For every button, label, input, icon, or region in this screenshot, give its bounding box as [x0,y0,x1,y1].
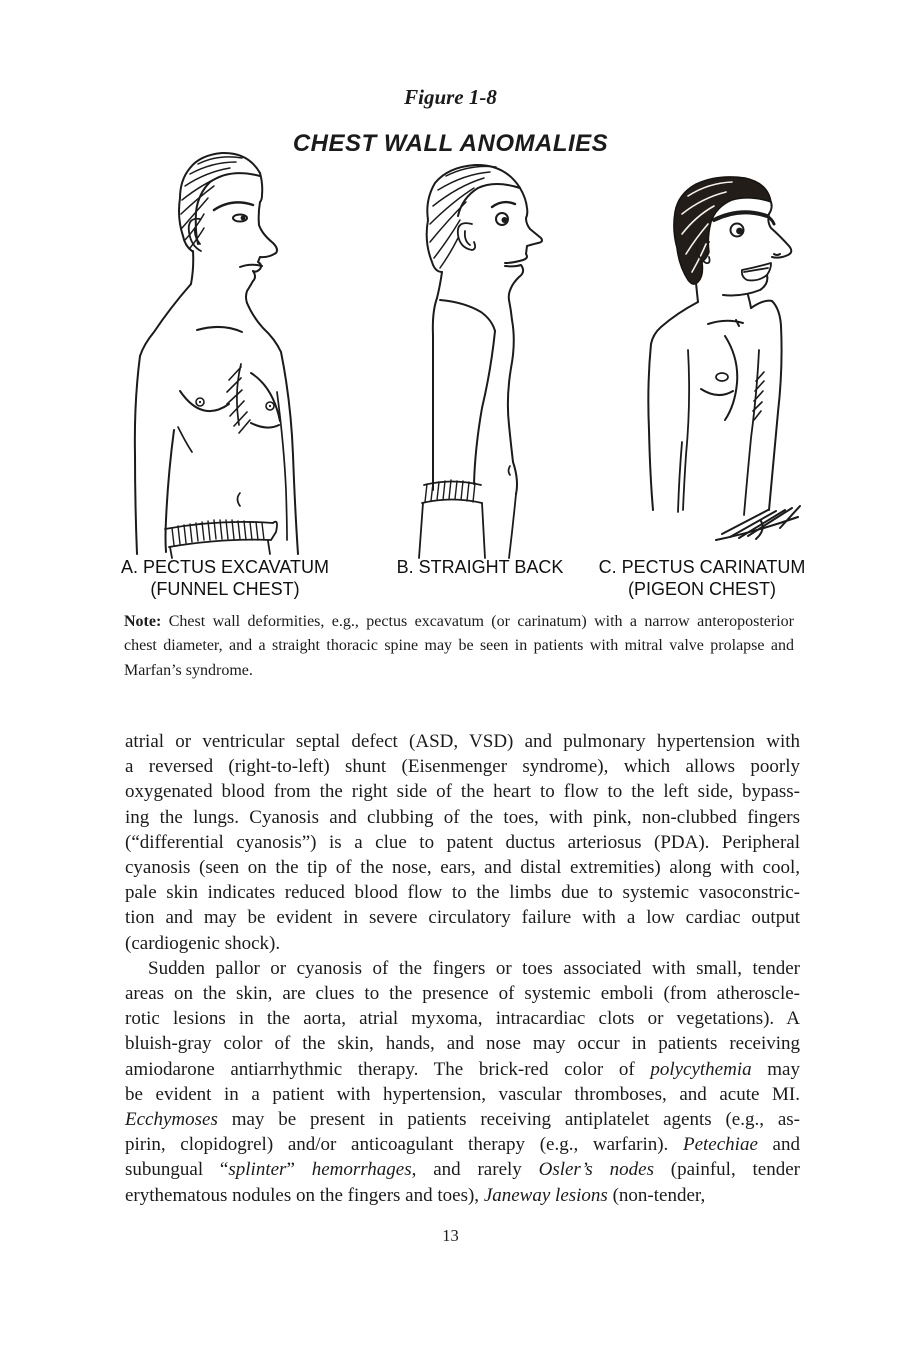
panel-b-head [427,165,542,300]
text-line: Note: Chest wall deformities, e.g., pectus excavatum (or carinatum) with a narrow anteroposterior [124,613,794,630]
figure-panel-a-drawing [110,140,350,560]
text-line: tion and may be evident in severe circulatory failure with a low cardiac output [125,907,800,929]
text-line: (“differential cyanosis”) is a clue to patent ductus arteriosus (PDA). Peripheral [125,831,800,853]
text-line: (cardiogenic shock). [125,932,281,954]
figure-label-b [380,556,580,578]
figure-panel-c-drawing [630,150,850,560]
text-line: chest diameter, and a straight thoracic spine may be seen in patients with mitral valve prolapse and [124,637,794,655]
text-line: subungual “splinter” hemorrhages, and rarely Osler’s nodes (painful, tender [125,1159,800,1181]
panel-c-head [674,177,791,296]
text-line: areas on the skin, are clues to the presence of systemic emboli (from atheroscle- [125,983,800,1005]
panel-c-torso [648,283,781,515]
panel-a-torso [135,251,298,554]
figure-label-a [100,556,350,600]
panel-a-waistband [165,520,277,558]
figure-label-c-line1: C. PECTUS CARINATUM [598,557,806,577]
text-line: be evident in a patient with hypertension, vascular thromboses, and acute MI. [125,1083,800,1105]
figure-number: Figure 1-8 [404,85,497,109]
text-line: pirin, clopidogrel) and/or anticoagulant therapy (e.g., warfarin). Petechiae and [125,1134,800,1156]
figure-label-a-line1: A. PECTUS EXCAVATUM [120,557,330,577]
figure-note [124,610,794,683]
text-line: atrial or ventricular septal defect (ASD, VSD) and pulmonary hypertension with [125,731,800,752]
text-line: a reversed (right-to-left) shunt (Eisenmenger syndrome), which allows poorly [125,756,800,778]
figure-label-c [597,556,807,600]
figure-panel-b-drawing [380,150,600,560]
text-line: cyanosis (seen on the tip of the nose, ears, and distal extremities) along with cool, [125,857,800,879]
text-line: Marfan’s syndrome. [124,661,253,679]
text-line: oxygenated blood from the right side of the heart to flow to the left side, bypass- [125,781,800,803]
figure-label-c-line2: (PIGEON CHEST) [627,579,776,599]
text-line: Ecchymoses may be present in patients receiving antiplatelet agents (e.g., as- [125,1109,800,1131]
text-line: Sudden pallor or cyanosis of the fingers or toes associated with small, tender [148,957,800,979]
page-number: 13 [442,1226,459,1245]
text-line: erythematous nodules on the fingers and toes), Janeway lesions (non-tender, [125,1184,706,1206]
figure-heading: CHEST WALL ANOMALIES [292,130,609,157]
panel-a-head [179,153,277,303]
text-line: amiodarone antiarrhythmic therapy. The brick-red color of polycythemia may [125,1058,800,1080]
panel-b-waistband [419,480,516,558]
body-text [125,729,800,1208]
text-line: pale skin indicates reduced blood flow to the limbs due to systemic vasoconstric- [125,882,800,904]
text-line: ing the lungs. Cyanosis and clubbing of the toes, with pink, non-clubbed fingers [125,806,800,828]
text-line: bluish-gray color of the skin, hands, and nose may occur in patients receiving [125,1033,800,1055]
text-line: rotic lesions in the aorta, atrial myxoma, intracardiac clots or vegetations). A [125,1008,800,1030]
figure-label-b-line1: B. STRAIGHT BACK [396,557,564,577]
panel-c-artist-signature [716,506,800,540]
panel-b-torso [433,272,517,494]
figure-label-a-line2: (FUNNEL CHEST) [150,579,300,599]
